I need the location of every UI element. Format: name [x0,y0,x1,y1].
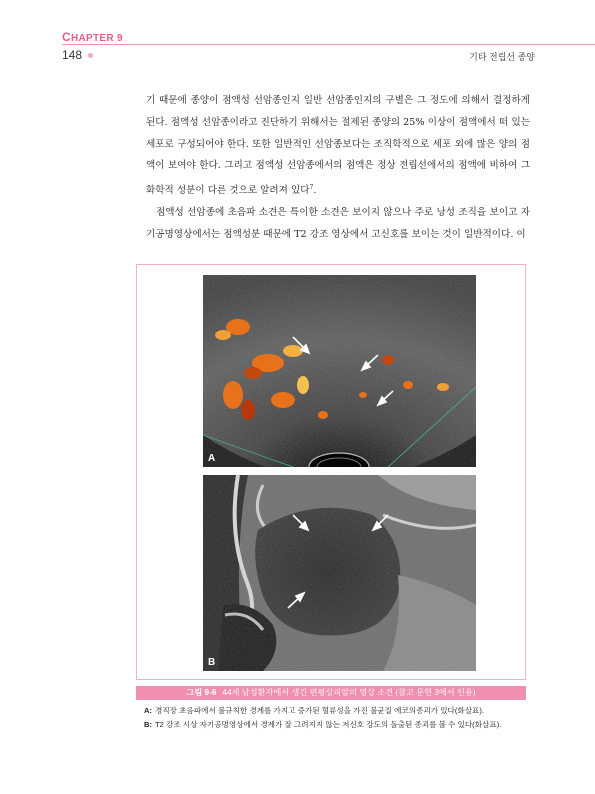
panel-b-label: B [208,657,216,668]
body-text [146,90,530,246]
figure-caption-title [136,686,526,700]
paragraph-text: 점액성 선암종에 초음파 소견은 특이한 소견은 보이지 않으나 주로 낭성 조직을 보이고 자기공명영상에서는 점액성분 때문에 T2 강조 영상에서 고신호를 보이는 것이 일반적이다. 이 [146,207,530,240]
caption-a-label: A: [144,706,153,715]
paragraph-end: . [313,185,317,197]
reference-superscript: 7 [309,184,314,192]
caption-a [144,705,484,716]
caption-b [144,719,501,730]
caption-b-text: T2 강조 시상 자기공명영상에서 경계가 잘 그려지지 않는 저신호 강도의 돌출된 종괴를 볼 수 있다(화살표). [155,720,502,729]
ultrasound-graphic [203,275,476,467]
caption-a-text: 경직장 초음파에서 불규칙한 경계를 가지고 증가된 혈류성을 가진 불균질 에코의종괴가 있다(화살표). [155,706,485,715]
mri-graphic [203,475,476,671]
chapter-label [62,30,123,44]
chapter-text: HAPTER 9 [70,33,123,44]
caption-b-label: B: [144,720,153,729]
figure-number: 그림 9-6 [186,688,217,697]
paragraph [146,90,530,202]
header-rule [62,44,595,45]
panel-a-label: A [208,453,216,464]
caption-title-text: 44세 남성환자에서 생긴 편평상피암의 영상 소견 (참고 문헌 3에서 인용) [222,688,476,697]
paragraph-text: 기 때문에 종양이 점액성 선암종인지 일반 선암종인지의 구별은 그 정도에 의해서 결정하게 된다. 점액성 선암종이라고 진단하기 위해서는 절제된 종양의 25% 이상이 점액에서 떠 있는 세포로 구성되어야 한다. 또한 일반적인 선암종보다는 조직학적으로 세포 외에 많은 양의 점액이 보여야 한다. 그리고 점액성 선암종에서의 점액은 정상 전립선에서의 점액에 비하여 그 화학적 성분이 다른 것으로 알려져 있다 [146,95,530,197]
paragraph [146,202,530,246]
chapter-initial: C [62,30,71,44]
ultrasound-image [203,275,476,467]
page-number [62,48,93,62]
dot-icon [88,53,93,58]
running-title: 기타 전립선 종양 [469,52,535,62]
mri-image [203,475,476,671]
page-number-text: 148 [62,48,83,62]
